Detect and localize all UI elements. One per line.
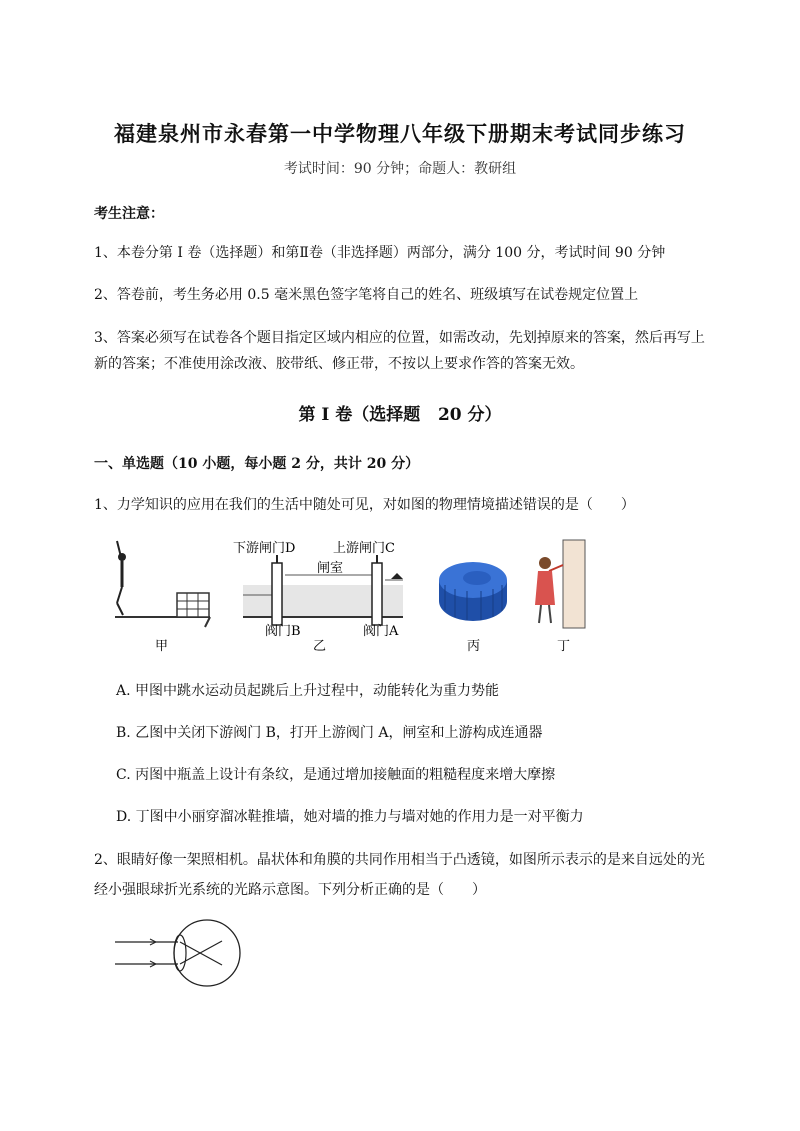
figure-diver [115, 541, 210, 654]
notice-item-2: 2、答卷前，考生务必用 0.5 毫米黑色签字笔将自己的姓名、班级填写在试卷规定位置上 [94, 287, 639, 303]
page-title: 福建泉州市永春第一中学物理八年级下册期末考试同步练习 [114, 121, 686, 146]
notice-heading: 考生注意： [94, 206, 164, 222]
question-1-stem: 1、力学知识的应用在我们的生活中随处可见，对如图的物理情境描述错误的是（ ） [94, 497, 635, 513]
question-1-option-c[interactable]: C. 丙图中瓶盖上设计有条纹，是通过增加接触面的粗糙程度来增大摩擦 [116, 767, 556, 783]
figure-label-yi: 乙 [313, 639, 327, 654]
section-title: 第 I 卷（选择题 20 分） [298, 405, 502, 425]
gate-d-label: 下游闸门D [233, 541, 296, 556]
chamber-label: 闸室 [317, 561, 344, 576]
question-1-option-b[interactable]: B. 乙图中关闭下游阀门 B，打开上游阀门 A，闸室和上游构成连通器 [116, 725, 543, 741]
figure-label-ding: 丁 [557, 639, 571, 654]
gate-c-label: 上游闸门C [333, 541, 395, 556]
valve-a-label: 阀门A [363, 624, 399, 639]
question-1-option-d[interactable]: D. 丁图中小丽穿溜冰鞋推墙，她对墙的推力与墙对她的作用力是一对平衡力 [116, 809, 584, 825]
part-heading: 一、单选题（10 小题，每小题 2 分，共计 20 分） [94, 456, 420, 472]
notice-item-3: 3、答案必须写在试卷各个题目指定区域内相应的位置，如需改动，先划掉原来的答案，然后再写上新的答案；不准使用涂改液、胶带纸、修正带，不按以上要求作答的答案无效。 [94, 330, 705, 372]
valve-b-label: 阀门B [265, 624, 301, 639]
question-1-figures [105, 535, 605, 660]
figure-ship-lock [233, 540, 403, 654]
figure-label-jia: 甲 [155, 639, 169, 654]
exam-info: 考试时间：90 分钟；命题人：教研组 [283, 161, 517, 177]
question-2-stem: 2、眼睛好像一架照相机。晶状体和角膜的共同作用相当于凸透镜，如图所示表示的是来自远处的光经小强眼球折光系统的光路示意图。下列分析正确的是（ ） [94, 852, 705, 898]
eye-diagram [110, 915, 250, 995]
figure-label-bing: 丙 [467, 639, 481, 654]
figure-bottle-cap [439, 562, 507, 654]
notice-item-1: 1、本卷分第 I 卷（选择题）和第Ⅱ卷（非选择题）两部分，满分 100 分，考试时间 90 分钟 [94, 245, 666, 261]
question-1-option-a[interactable]: A. 甲图中跳水运动员起跳后上升过程中，动能转化为重力势能 [116, 683, 500, 699]
figure-girl-wall [535, 540, 585, 654]
